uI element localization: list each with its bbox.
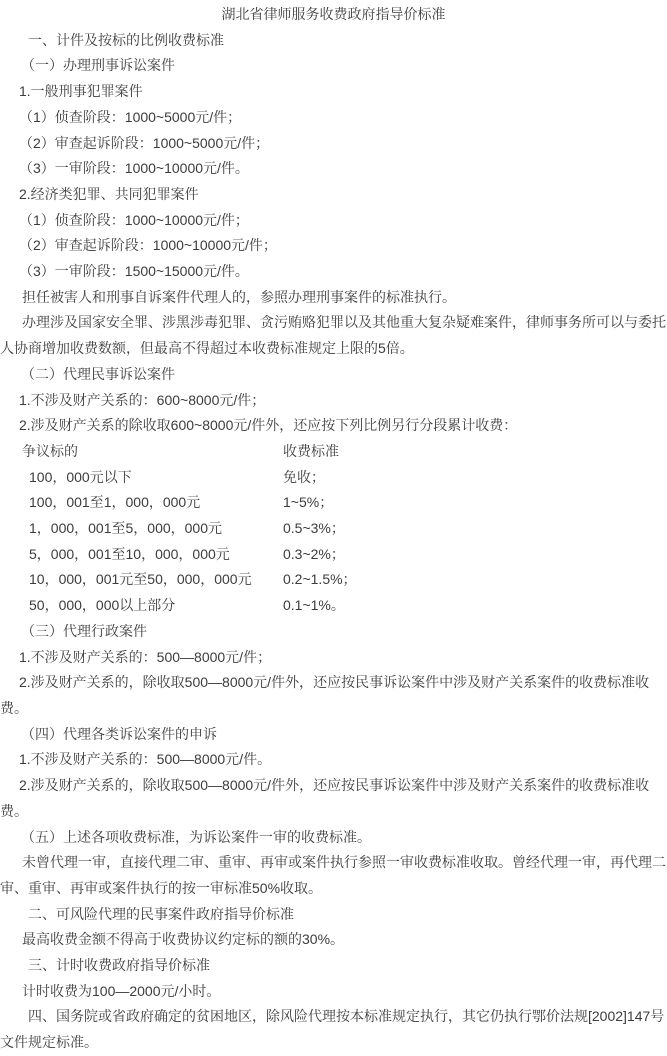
fee-table-row — [0, 516, 667, 542]
doc-body — [0, 28, 667, 1056]
paragraph: 最高收费金额不得高于收费协议约定标的额的30%。 — [22, 931, 345, 948]
clause-line: （2）审查起诉阶段：1000~10000元/件； — [19, 237, 277, 254]
subsection-heading: （四）代理各类诉讼案件的申诉 — [21, 725, 217, 742]
paragraph: 未曾代理一审，直接代理二审、重审、再审或案件执行参照一审收费标准收取。曾经代理一审，再代理二审、重审、再审或案件执行的按一审标准50%收取。 — [0, 854, 666, 896]
section-heading: 一、计件及按标的比例收费标准 — [28, 31, 224, 48]
paragraph: 担任被害人和刑事自诉案件代理人的，参照办理刑事案件的标准执行。 — [22, 288, 456, 305]
fee-rate-cell: 0.1~1%。 — [283, 597, 345, 614]
clause-line: 1.不涉及财产关系的：500—8000元/件； — [19, 648, 272, 665]
fee-subject-cell: 10，000，001元至50，000，000元 — [29, 571, 252, 588]
fee-table-row — [0, 593, 667, 619]
fee-col-subject-header: 争议标的 — [22, 442, 78, 459]
clause-line: 2.经济类犯罪、共同犯罪案件 — [19, 185, 199, 202]
section-heading: 四、国务院或省政府确定的贫困地区，除风险代理按本标准规定执行，其它仍执行鄂价法规[2002]147号文件规定标准。 — [0, 1008, 665, 1051]
fee-table-row — [0, 542, 667, 568]
subsection-heading: （二）代理民事诉讼案件 — [21, 365, 175, 382]
clause-line: 2.涉及财产关系的，除收取500—8000元/件外，还应按民事诉讼案件中涉及财产关系案件的收费标准收费。 — [0, 674, 650, 716]
page-title: 湖北省律师服务收费政府指导价标准 — [221, 6, 446, 22]
fee-table-row — [0, 567, 667, 593]
paragraph: 计时收费为100—2000元/小时。 — [22, 982, 221, 999]
fee-rate-cell: 免收； — [283, 468, 325, 485]
fee-table-row — [0, 490, 667, 516]
fee-rate-cell: 0.5~3%； — [283, 520, 345, 537]
fee-rate-cell: 1~5%； — [283, 494, 334, 511]
fee-table-header-row — [0, 439, 667, 465]
fee-subject-cell: 50，000，000以上部分 — [29, 597, 176, 614]
fee-rate-cell: 0.2~1.5%； — [283, 571, 357, 588]
clause-line: 2.涉及财产关系的，除收取500—8000元/件外，还应按民事诉讼案件中涉及财产关系案件的收费标准收费。 — [0, 777, 650, 819]
fee-subject-cell: 100，001至1，000，000元 — [29, 494, 201, 511]
clause-line: 1.不涉及财产关系的：500—8000元/件。 — [19, 751, 272, 768]
section-heading: 三、计时收费政府指导价标准 — [28, 957, 210, 974]
fee-table — [0, 439, 667, 619]
clause-line: 2.涉及财产关系的除收取600~8000元/件外，还应按下列比例另行分段累计收费： — [19, 417, 518, 434]
subsection-heading: （五）上述各项收费标准，为诉讼案件一审的收费标准。 — [21, 828, 371, 845]
clause-line: （3）一审阶段：1500~15000元/件。 — [19, 263, 249, 280]
clause-line: （1）侦查阶段：1000~5000元/件； — [19, 108, 242, 125]
fee-subject-cell: 5，000，001至10，000，000元 — [29, 545, 230, 562]
paragraph: 办理涉及国家安全罪、涉黑涉毒犯罪、贪污贿赂犯罪以及其他重大复杂疑难案件，律师事务所可以与委托人协商增加收费数额，但最高不得超过本收费标准规定上限的5倍。 — [0, 314, 666, 357]
subsection-heading: （三）代理行政案件 — [21, 622, 147, 639]
clause-line: 1.不涉及财产关系的：600~8000元/件； — [19, 391, 266, 408]
clause-line: （1）侦查阶段：1000~10000元/件； — [19, 211, 249, 228]
fee-col-rate-header: 收费标准 — [283, 442, 339, 459]
clause-line: （3）一审阶段：1000~10000元/件。 — [19, 160, 249, 177]
clause-line: （2）审查起诉阶段：1000~5000元/件； — [19, 134, 270, 151]
section-heading: 二、可风险代理的民事案件政府指导价标准 — [28, 905, 294, 922]
fee-table-row — [0, 465, 667, 491]
fee-rate-cell: 0.3~2%； — [283, 545, 345, 562]
fee-subject-cell: 1，000，001至5，000，000元 — [29, 520, 223, 537]
clause-line: 1.一般刑事犯罪案件 — [19, 83, 143, 100]
fee-subject-cell: 100，000元以下 — [29, 468, 132, 485]
subsection-heading: （一）办理刑事诉讼案件 — [21, 57, 175, 74]
